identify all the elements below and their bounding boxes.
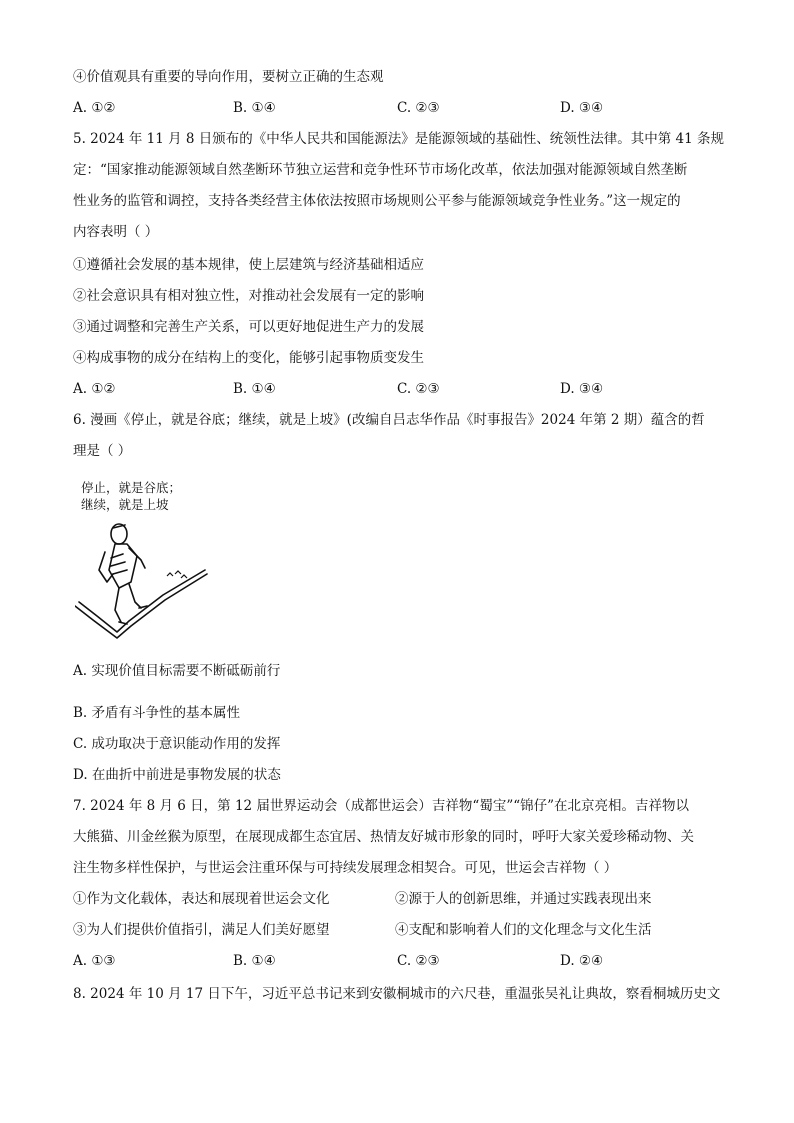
q4-option-b[interactable]: B. ①④ <box>233 100 276 116</box>
q5-statement-3: ③通过调整和完善生产关系，可以更好地促进生产力的发展 <box>73 319 424 335</box>
q5-stem-line-2: 定：“国家推动能源领域自然垄断环节独立运营和竞争性环节市场化改革，依法加强对能源领域自然垄断 <box>73 162 688 178</box>
q6-option-c[interactable]: C. 成功取决于意识能动作用的发挥 <box>73 736 281 752</box>
comic-drawing <box>75 478 215 650</box>
comic-caption-line-2: 继续，就是上坡 <box>81 497 169 512</box>
q5-option-b[interactable]: B. ①④ <box>233 381 276 397</box>
q7-stem-line-2: 大熊猫、川金丝猴为原型，在展现成都生态宜居、热情友好城市形象的同时，呼吁大家关爱珍稀动物、关 <box>73 829 694 845</box>
q5-statement-4: ④构成事物的成分在结构上的变化，能够引起事物质变发生 <box>73 350 424 366</box>
q4-statement-4: ④价值观具有重要的导向作用，要树立正确的生态观 <box>73 69 384 85</box>
q4-option-a[interactable]: A. ①② <box>73 100 116 116</box>
q7-option-a[interactable]: A. ①③ <box>73 953 116 969</box>
q8-stem-line-1: 8. 2024 年 10 月 17 日下午，习近平总书记来到安徽桐城市的六尺巷，重温张吴礼让典故，察看桐城历史文 <box>73 986 721 1002</box>
q7-stem-line-3: 注生物多样性保护，与世运会注重环保与可持续发展理念相契合。可见，世运会吉祥物（ ） <box>73 860 618 876</box>
q7-option-d[interactable]: D. ②④ <box>560 953 604 969</box>
q5-option-d[interactable]: D. ③④ <box>560 381 604 397</box>
q7-statement-1: ①作为文化载体，表达和展现着世运会文化 <box>73 891 330 907</box>
q6-stem-line-2: 理是（ ） <box>73 443 132 459</box>
q5-stem-line-4: 内容表明（ ） <box>73 224 159 240</box>
q7-option-c[interactable]: C. ②③ <box>397 953 440 969</box>
q5-statement-2: ②社会意识具有相对独立性，对推动社会发展有一定的影响 <box>73 288 424 304</box>
q7-option-b[interactable]: B. ①④ <box>233 953 276 969</box>
q6-option-b[interactable]: B. 矛盾有斗争性的基本属性 <box>73 705 241 721</box>
q5-option-c[interactable]: C. ②③ <box>397 381 440 397</box>
q7-statement-2: ②源于人的创新思维，并通过实践表现出来 <box>395 891 652 907</box>
q7-statement-4: ④支配和影响着人们的文化理念与文化生活 <box>395 922 652 938</box>
q5-stem-line-1: 5. 2024 年 11 月 8 日颁布的《中华人民共和国能源法》是能源领域的基础性、统领性法律。其中第 41 条规 <box>73 131 725 147</box>
q4-option-c[interactable]: C. ②③ <box>397 100 440 116</box>
q7-stem-line-1: 7. 2024 年 8 月 6 日，第 12 届世界运动会（成都世运会）吉祥物“蜀宝”“锦仔”在北京亮相。吉祥物以 <box>73 798 690 814</box>
q5-statement-1: ①遵循社会发展的基本规律，使上层建筑与经济基础相适应 <box>73 257 424 273</box>
q6-stem-line-1: 6. 漫画《停止，就是谷底；继续，就是上坡》(改编自吕志华作品《时事报告》2024 年第 2 期）蕴含的哲 <box>73 412 705 428</box>
q4-option-d[interactable]: D. ③④ <box>560 100 604 116</box>
q6-option-d[interactable]: D. 在曲折中前进是事物发展的状态 <box>73 767 281 783</box>
q6-option-a[interactable]: A. 实现价值目标需要不断砥砺前行 <box>73 663 281 679</box>
q5-stem-line-3: 性业务的监管和调控，支持各类经营主体依法按照市场规则公平参与能源领域竞争性业务。”这一规定的 <box>73 193 681 209</box>
q6-comic-figure <box>75 478 215 650</box>
q7-statement-3: ③为人们提供价值指引，满足人们美好愿望 <box>73 922 330 938</box>
comic-caption-line-1: 停止，就是谷底； <box>81 480 182 495</box>
q5-option-a[interactable]: A. ①② <box>73 381 116 397</box>
